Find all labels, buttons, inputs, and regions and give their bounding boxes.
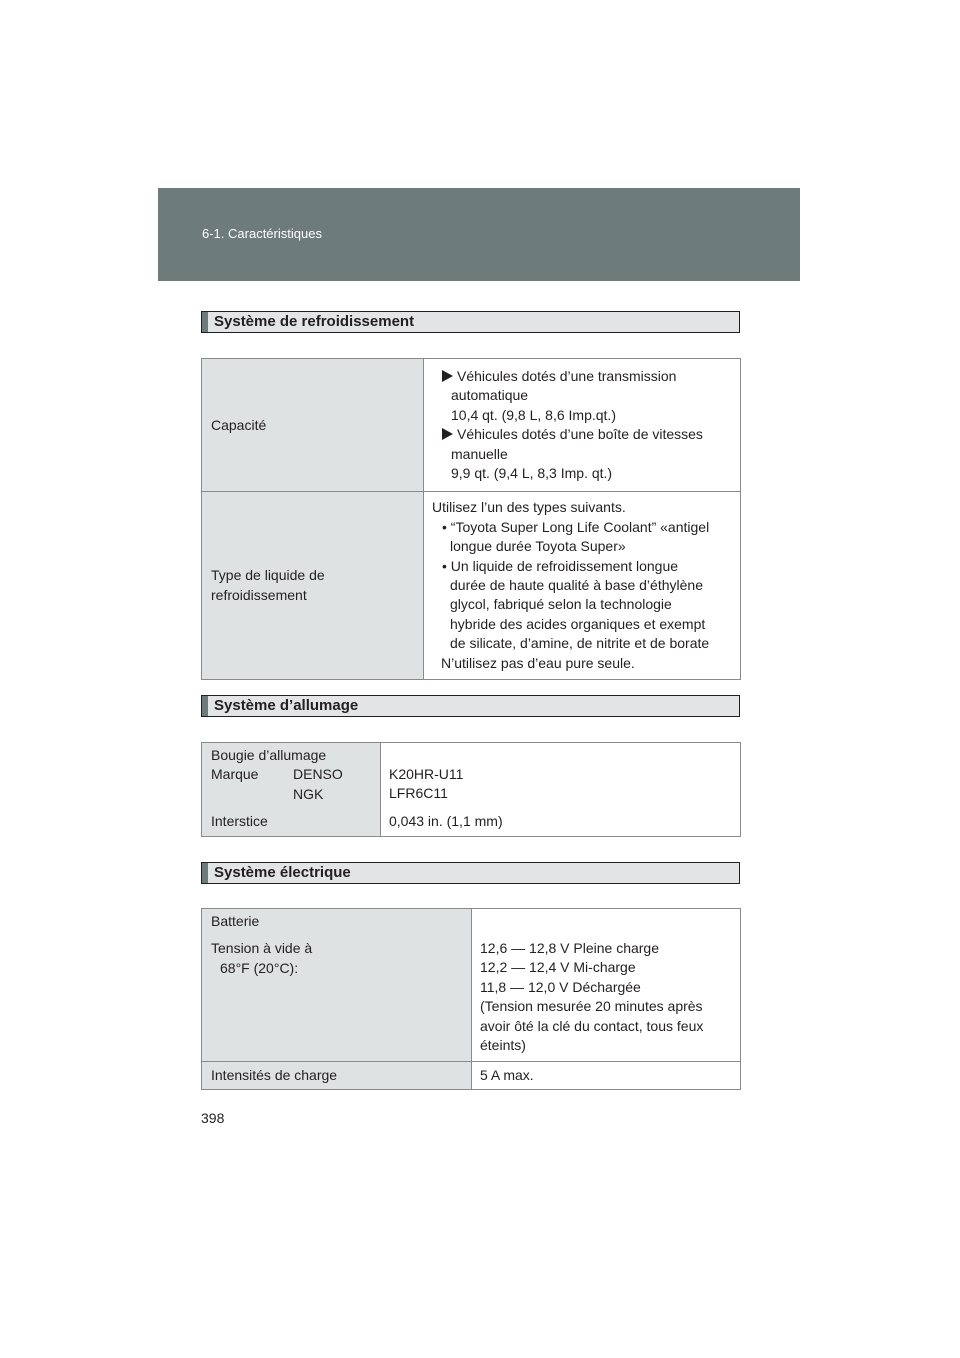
section-breadcrumb: 6-1. Caractéristiques — [202, 226, 322, 241]
cooling-spec-table — [201, 358, 741, 680]
cooling-section-title: Système de refroidissement — [201, 311, 740, 333]
page-number: 398 — [201, 1110, 225, 1126]
electrical-section-title: Système électrique — [201, 862, 740, 884]
spark-plug-row — [202, 743, 741, 837]
page-header — [158, 188, 800, 281]
coolant-value: Utilisez l’un des types suivants. • “Toyota Super Long Life Coolant” «antigel longue durée Toyota Super» • Un liquide de refroidissement longue durée de haute qualité à base d’éthylène glycol, fabriqué selon la technologie hybride des acides organiques et exempt de silicate, d’amine, de nitrite et de borate N’utilisez pas d’eau pure seule. — [424, 492, 741, 680]
battery-value: 12,6 — 12,8 V Pleine charge 12,2 — 12,4 V Mi-charge 11,8 — 12,0 V Déchargée (Tension mesurée 20 minutes après avoir ôté la clé du contact, tous feux éteints) — [472, 909, 741, 1062]
capacity-value: Véhicules dotés d’une transmission automatique 10,4 qt. (9,8 L, 8,6 Imp.qt.) Véhicules dotés d’une boîte de vitesses manuelle 9,9 qt. (9,4 L, 8,3 Imp. qt.) — [424, 359, 741, 492]
ignition-section-title: Système d’allumage — [201, 695, 740, 717]
charge-label: Intensités de charge — [202, 1062, 472, 1090]
spark-plug-label: Bougie d’allumage Marque DENSO NGK Interstice — [202, 743, 381, 837]
arrow-right-icon — [442, 428, 453, 440]
ignition-spec-table — [201, 742, 741, 837]
coolant-row — [202, 492, 741, 680]
spark-plug-value: K20HR-U11 LFR6C11 0,043 in. (1,1 mm) — [381, 743, 741, 837]
capacity-label: Capacité — [202, 359, 424, 492]
battery-label: Batterie Tension à vide à 68°F (20°C): — [202, 909, 472, 1062]
charge-value: 5 A max. — [472, 1062, 741, 1090]
capacity-row — [202, 359, 741, 492]
charge-row — [202, 1062, 741, 1090]
electrical-spec-table — [201, 908, 741, 1090]
arrow-right-icon — [442, 370, 453, 382]
battery-row — [202, 909, 741, 1062]
coolant-label: Type de liquide de refroidissement — [202, 492, 424, 680]
